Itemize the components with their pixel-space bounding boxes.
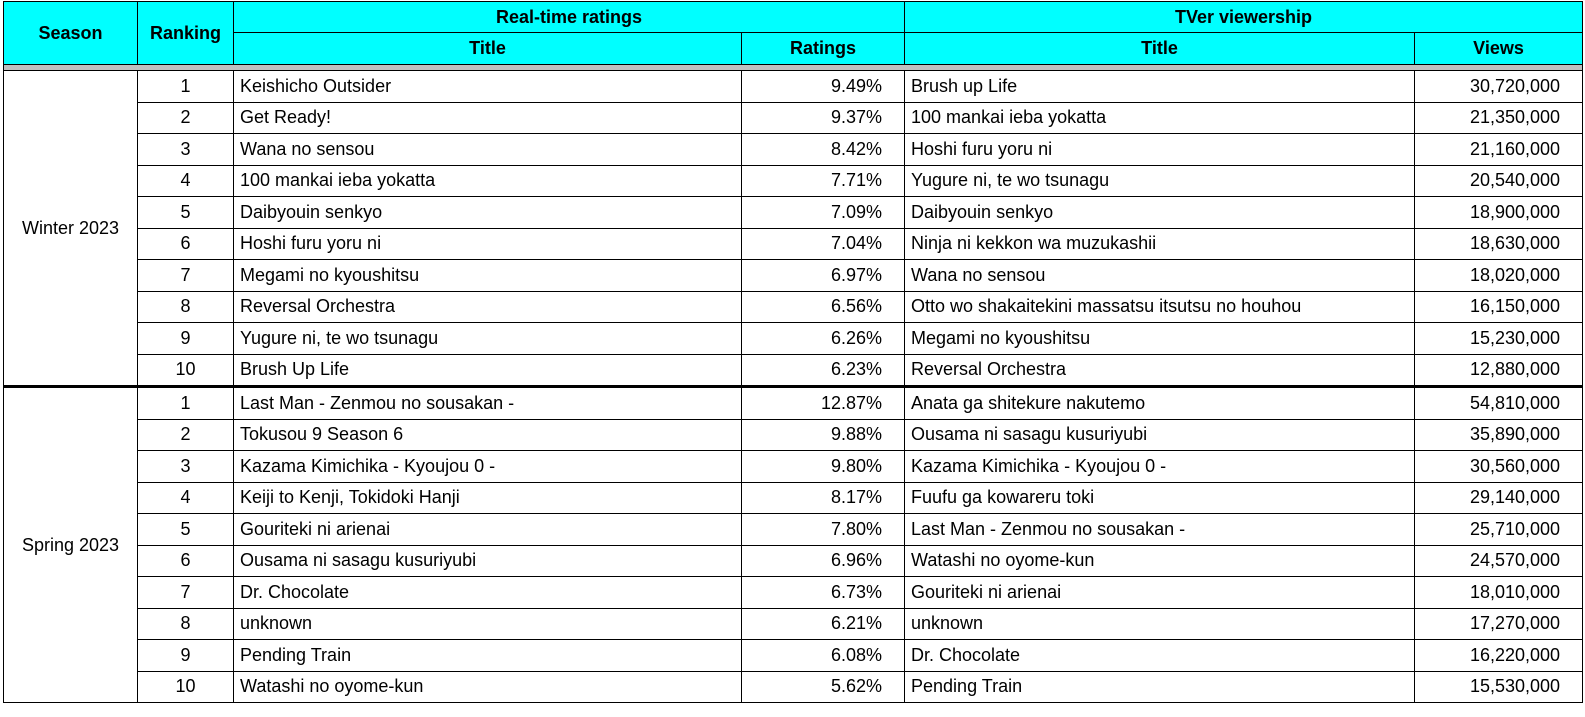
rating-cell: 6.73% (742, 577, 905, 609)
tver-title-cell: Last Man - Zenmou no sousakan - (905, 514, 1415, 546)
views-cell: 30,560,000 (1415, 451, 1583, 483)
ranking-cell: 9 (138, 640, 234, 672)
ranking-cell: 5 (138, 514, 234, 546)
tver-title-cell: Watashi no oyome-kun (905, 545, 1415, 577)
views-cell: 21,160,000 (1415, 134, 1583, 166)
tver-title-cell: Anata ga shitekure nakutemo (905, 387, 1415, 420)
table-row (4, 545, 1583, 577)
ranking-cell: 1 (138, 71, 234, 103)
table-row (4, 323, 1583, 355)
realtime-title-cell: Reversal Orchestra (234, 291, 742, 323)
rating-cell: 6.08% (742, 640, 905, 672)
table-row (4, 228, 1583, 260)
rating-cell: 6.97% (742, 260, 905, 292)
tver-title-cell: 100 mankai ieba yokatta (905, 102, 1415, 134)
table-row (4, 419, 1583, 451)
ranking-cell: 8 (138, 608, 234, 640)
table-row (4, 577, 1583, 609)
realtime-title-cell: Last Man - Zenmou no sousakan - (234, 387, 742, 420)
season-cell: Winter 2023 (4, 71, 138, 387)
ranking-cell: 10 (138, 354, 234, 387)
views-cell: 24,570,000 (1415, 545, 1583, 577)
realtime-title-cell: Get Ready! (234, 102, 742, 134)
tver-title-cell: Ninja ni kekkon wa muzukashii (905, 228, 1415, 260)
rating-cell: 8.17% (742, 482, 905, 514)
views-cell: 18,010,000 (1415, 577, 1583, 609)
table-row (4, 451, 1583, 483)
tver-title-cell: Daibyouin senkyo (905, 197, 1415, 229)
tver-title-cell: Dr. Chocolate (905, 640, 1415, 672)
views-cell: 15,230,000 (1415, 323, 1583, 355)
tver-title-cell: Wana no sensou (905, 260, 1415, 292)
tver-title-cell: Kazama Kimichika - Kyoujou 0 - (905, 451, 1415, 483)
realtime-title-cell: 100 mankai ieba yokatta (234, 165, 742, 197)
tver-title-cell: Megami no kyoushitsu (905, 323, 1415, 355)
realtime-title-cell: Yugure ni, te wo tsunagu (234, 323, 742, 355)
table-row (4, 482, 1583, 514)
realtime-title-cell: Daibyouin senkyo (234, 197, 742, 229)
header-row-sub (4, 33, 1583, 65)
ranking-cell: 3 (138, 451, 234, 483)
realtime-title-cell: unknown (234, 608, 742, 640)
tver-title-cell: Pending Train (905, 671, 1415, 703)
rating-cell: 9.49% (742, 71, 905, 103)
views-cell: 12,880,000 (1415, 354, 1583, 387)
ranking-cell: 3 (138, 134, 234, 166)
realtime-title-cell: Kazama Kimichika - Kyoujou 0 - (234, 451, 742, 483)
realtime-title-cell: Watashi no oyome-kun (234, 671, 742, 703)
rating-cell: 6.23% (742, 354, 905, 387)
season-header: Season (4, 2, 138, 65)
header-row-top (4, 2, 1583, 33)
tver-title-cell: Fuufu ga kowareru toki (905, 482, 1415, 514)
realtime-title-cell: Megami no kyoushitsu (234, 260, 742, 292)
realtime-ratings-header: Real-time ratings (234, 2, 905, 33)
rating-cell: 7.71% (742, 165, 905, 197)
views-header: Views (1415, 33, 1583, 65)
views-cell: 54,810,000 (1415, 387, 1583, 420)
rating-cell: 6.21% (742, 608, 905, 640)
rating-cell: 6.26% (742, 323, 905, 355)
table-row (4, 291, 1583, 323)
table-row (4, 102, 1583, 134)
table-row (4, 134, 1583, 166)
ranking-cell: 1 (138, 387, 234, 420)
tver-title-cell: Brush up Life (905, 71, 1415, 103)
ranking-cell: 6 (138, 228, 234, 260)
rating-cell: 5.62% (742, 671, 905, 703)
tver-title-cell: Otto wo shakaitekini massatsu itsutsu no houhou (905, 291, 1415, 323)
table-row (4, 71, 1583, 103)
views-cell: 30,720,000 (1415, 71, 1583, 103)
realtime-title-cell: Keishicho Outsider (234, 71, 742, 103)
views-cell: 15,530,000 (1415, 671, 1583, 703)
rating-cell: 7.04% (742, 228, 905, 260)
realtime-title-cell: Tokusou 9 Season 6 (234, 419, 742, 451)
tver-title-cell: Ousama ni sasagu kusuriyubi (905, 419, 1415, 451)
views-cell: 25,710,000 (1415, 514, 1583, 546)
ranking-cell: 7 (138, 260, 234, 292)
ranking-cell: 4 (138, 482, 234, 514)
views-cell: 35,890,000 (1415, 419, 1583, 451)
ranking-cell: 4 (138, 165, 234, 197)
views-cell: 17,270,000 (1415, 608, 1583, 640)
realtime-title-cell: Keiji to Kenji, Tokidoki Hanji (234, 482, 742, 514)
ratings-table (3, 1, 1583, 703)
ranking-cell: 7 (138, 577, 234, 609)
ranking-cell: 2 (138, 102, 234, 134)
table-row (4, 608, 1583, 640)
rating-cell: 12.87% (742, 387, 905, 420)
tver-viewership-header: TVer viewership (905, 2, 1583, 33)
table-row (4, 197, 1583, 229)
realtime-title-cell: Hoshi furu yoru ni (234, 228, 742, 260)
table-row (4, 640, 1583, 672)
table-row (4, 260, 1583, 292)
realtime-title-header: Title (234, 33, 742, 65)
views-cell: 16,150,000 (1415, 291, 1583, 323)
season-cell: Spring 2023 (4, 387, 138, 703)
rating-cell: 8.42% (742, 134, 905, 166)
realtime-title-cell: Dr. Chocolate (234, 577, 742, 609)
realtime-title-cell: Wana no sensou (234, 134, 742, 166)
rating-cell: 6.96% (742, 545, 905, 577)
ranking-cell: 6 (138, 545, 234, 577)
views-cell: 18,900,000 (1415, 197, 1583, 229)
tver-title-cell: unknown (905, 608, 1415, 640)
realtime-title-cell: Pending Train (234, 640, 742, 672)
ranking-cell: 2 (138, 419, 234, 451)
views-cell: 29,140,000 (1415, 482, 1583, 514)
views-cell: 20,540,000 (1415, 165, 1583, 197)
ranking-cell: 5 (138, 197, 234, 229)
rating-cell: 7.09% (742, 197, 905, 229)
tver-title-cell: Gouriteki ni arienai (905, 577, 1415, 609)
table-row (4, 671, 1583, 703)
views-cell: 18,630,000 (1415, 228, 1583, 260)
ranking-header: Ranking (138, 2, 234, 65)
views-cell: 16,220,000 (1415, 640, 1583, 672)
ratings-header: Ratings (742, 33, 905, 65)
table-row (4, 387, 1583, 420)
rating-cell: 6.56% (742, 291, 905, 323)
table-row (4, 354, 1583, 387)
table-body (4, 65, 1583, 703)
rating-cell: 7.80% (742, 514, 905, 546)
rating-cell: 9.37% (742, 102, 905, 134)
realtime-title-cell: Ousama ni sasagu kusuriyubi (234, 545, 742, 577)
tver-title-cell: Yugure ni, te wo tsunagu (905, 165, 1415, 197)
views-cell: 21,350,000 (1415, 102, 1583, 134)
views-cell: 18,020,000 (1415, 260, 1583, 292)
rating-cell: 9.88% (742, 419, 905, 451)
realtime-title-cell: Brush Up Life (234, 354, 742, 387)
realtime-title-cell: Gouriteki ni arienai (234, 514, 742, 546)
tver-title-cell: Reversal Orchestra (905, 354, 1415, 387)
table-row (4, 514, 1583, 546)
rating-cell: 9.80% (742, 451, 905, 483)
ranking-cell: 8 (138, 291, 234, 323)
tver-title-cell: Hoshi furu yoru ni (905, 134, 1415, 166)
table-row (4, 165, 1583, 197)
tver-title-header: Title (905, 33, 1415, 65)
ranking-cell: 9 (138, 323, 234, 355)
ranking-cell: 10 (138, 671, 234, 703)
